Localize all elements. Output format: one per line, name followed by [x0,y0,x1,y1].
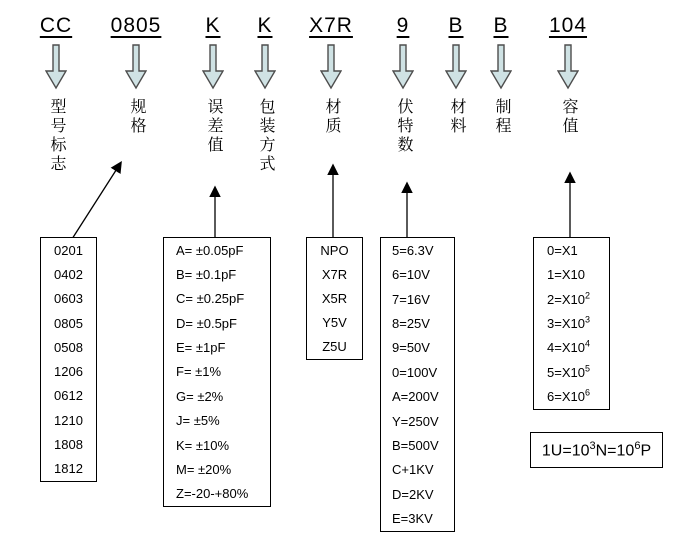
list-item: 0805 [54,315,83,331]
list-item: 0201 [54,242,83,258]
code-column [299,14,363,136]
unit-formula-text: $1U=10^3N=10^6P$ [541,439,652,460]
code-value: CC [39,14,73,37]
list-item: C= ±0.25pF [176,291,245,307]
code-column [233,14,297,174]
list-item: E= ±1pF [176,340,226,356]
list-item: 1206 [54,364,83,380]
list-item: D=2KV [392,486,434,502]
list-item: K= ±10% [176,437,230,453]
down-arrow-icon [202,44,224,90]
code-column [104,14,168,136]
list-item: Y=250V [392,413,439,429]
down-arrow-icon [490,44,512,90]
list-item: E=3KV [392,511,433,527]
list-item: 5=6.3V [392,242,434,258]
down-arrow-icon [254,44,276,90]
list-item: X7R [321,266,348,282]
code-value: K [257,14,273,37]
code-value: 0805 [110,14,162,37]
list-item: 9=50V [392,340,430,356]
list-item: 1812 [54,461,83,477]
code-column [536,14,600,136]
field-label: 误差值 [205,98,222,155]
list-item: $6=X10^6$ [547,387,590,405]
list-item: 1=X10 [547,267,585,283]
list-item: 0=X1 [547,242,578,258]
code-value: K [205,14,221,37]
code-column [469,14,533,136]
list-item: Z5U [322,339,347,355]
multiplier-options-box [533,237,610,410]
list-item: $2=X10^2$ [547,290,590,307]
field-label: 型号标志 [48,98,65,174]
list-item: B= ±0.1pF [176,267,237,283]
list-item: NPO [320,242,349,258]
list-item: $3=X10^3$ [547,314,590,331]
field-label: 材质 [323,98,340,136]
list-item: $4=X10^4$ [547,339,590,356]
list-item: 1210 [54,412,83,428]
tolerance-options-box [163,237,271,507]
down-arrow-icon [445,44,467,90]
list-item: 7=16V [392,291,430,307]
voltage-options-box [380,237,455,532]
down-arrow-icon [125,44,147,90]
list-item: 0402 [54,266,83,282]
field-label: 规格 [128,98,145,136]
list-item: M= ±20% [176,461,232,477]
list-item: Z=-20-+80% [176,486,249,502]
list-item: 0508 [54,339,83,355]
material-options-box [306,237,363,360]
list-item: A=200V [392,389,439,405]
field-label: 材料 [448,98,465,136]
field-label: 包装方式 [257,98,274,174]
field-label: 伏特数 [395,98,412,155]
code-value: 9 [396,14,410,37]
code-value: B [448,14,464,37]
list-item: Y5V [322,315,347,331]
code-column [24,14,88,174]
list-item: 0603 [54,291,83,307]
list-item: C+1KV [392,462,434,478]
list-item: 0612 [54,388,83,404]
list-item: F= ±1% [176,364,222,380]
code-value: 104 [548,14,588,37]
list-item: 0=100V [392,364,438,380]
down-arrow-icon [320,44,342,90]
size-options-box [40,237,97,482]
list-item: X5R [321,290,348,306]
down-arrow-icon [45,44,67,90]
list-item: 8=25V [392,315,430,331]
code-value: X7R [309,14,353,37]
down-arrow-icon [557,44,579,90]
list-item: 1808 [54,437,83,453]
list-item: B=500V [392,437,439,453]
list-item: A= ±0.05pF [176,242,244,258]
down-arrow-icon [392,44,414,90]
code-value: B [493,14,509,37]
unit-formula-box [530,432,663,468]
list-item: D= ±0.5pF [176,315,237,331]
list-item: J= ±5% [176,413,220,429]
list-item: G= ±2% [176,388,224,404]
list-item: $5=X10^5$ [547,363,590,380]
field-label: 容值 [560,98,577,136]
list-item: 6=10V [392,267,430,283]
field-label: 制程 [493,98,510,136]
